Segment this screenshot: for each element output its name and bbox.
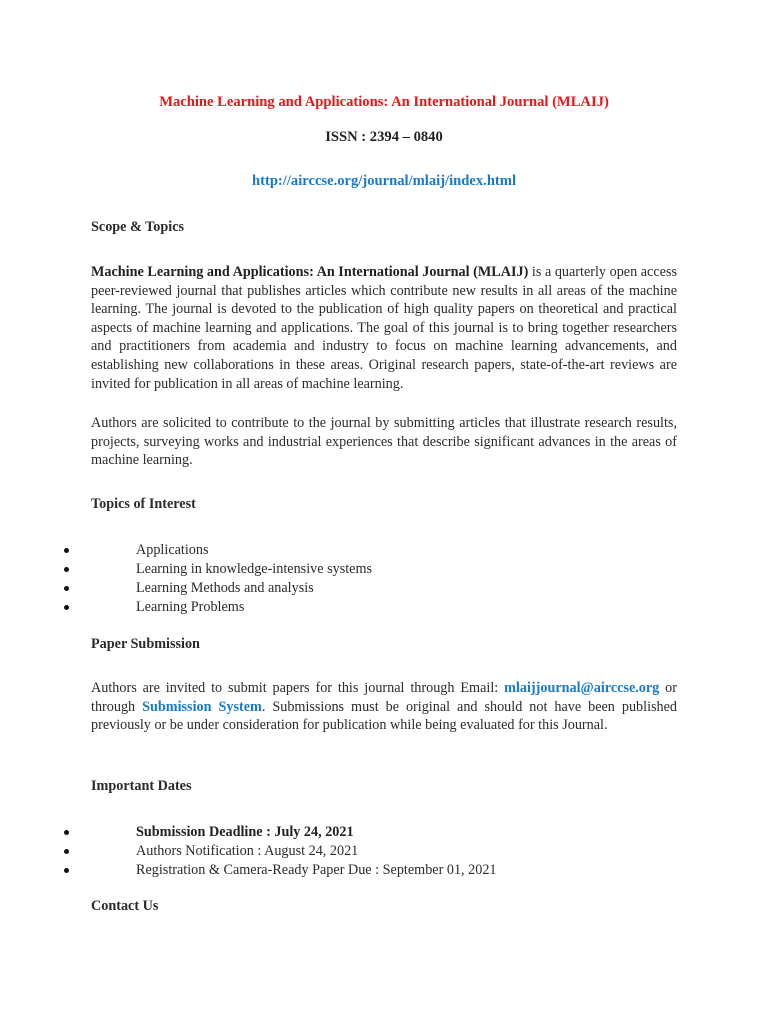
registration-deadline: Registration & Camera-Ready Paper Due : September 01, 2021 (136, 862, 497, 878)
submission-text-intro: Authors are invited to submit papers for this journal through Email: (91, 680, 505, 696)
journal-url-link[interactable]: http://airccse.org/journal/mlaij/index.html (251, 173, 517, 189)
bullet-icon (64, 567, 69, 572)
submission-heading: Paper Submission (91, 636, 200, 652)
submission-text-rest: . Submissions must be original and should not have been published previously or be under consideration for publication while being evaluated for this Journal. (91, 698, 678, 734)
dates-heading: Important Dates (91, 778, 192, 794)
topic-item: Learning Methods and analysis (136, 580, 314, 596)
authors-notification: Authors Notification : August 24, 2021 (136, 843, 359, 859)
bullet-icon (64, 605, 69, 610)
bullet-icon (64, 849, 69, 854)
contact-heading: Contact Us (91, 898, 159, 914)
authors-paragraph: Authors are solicited to contribute to the journal by submitting articles that illustrate research results, projects, surveying works and industrial experiences that describe significant advances in the areas of machine learning. (91, 415, 677, 469)
bullet-icon (64, 548, 69, 553)
bullet-icon (64, 830, 69, 835)
submission-system-link[interactable]: Submission System (142, 698, 262, 715)
submission-deadline: Submission Deadline : July 24, 2021 (136, 824, 354, 840)
scope-journal-name: Machine Learning and Applications: An International Journal (MLAIJ) (91, 264, 529, 280)
bullet-icon (64, 868, 69, 873)
scope-paragraph (91, 263, 677, 393)
bullet-icon (64, 586, 69, 591)
topic-item: Learning Problems (136, 599, 245, 615)
submission-paragraph (91, 679, 677, 735)
email-link[interactable]: mlaijjournal@airccse.org (504, 680, 660, 696)
topics-heading: Topics of Interest (91, 496, 196, 512)
scope-description: is a quarterly open access peer-reviewed journal that publishes articles which contribute new results in all areas of the machine learning. The journal is devoted to the publication of high quality papers on theoretical and practical aspects of machine learning and applications. The goal of this journal is to bring together researchers and practitioners from academia and industry to focus on machine learning advancements, and establishing new collaborations in these areas. Original research papers, state-of-the-art reviews are invited for publication in all areas of machine learning. (91, 264, 677, 392)
scope-heading: Scope & Topics (91, 219, 185, 235)
topic-item: Applications (136, 542, 209, 558)
issn-line: ISSN : 2394 – 0840 (325, 129, 443, 145)
journal-title: Machine Learning and Applications: An International Journal (MLAIJ) (159, 94, 609, 110)
submission-text-or: or through (91, 680, 677, 715)
topic-item: Learning in knowledge-intensive systems (136, 561, 373, 577)
